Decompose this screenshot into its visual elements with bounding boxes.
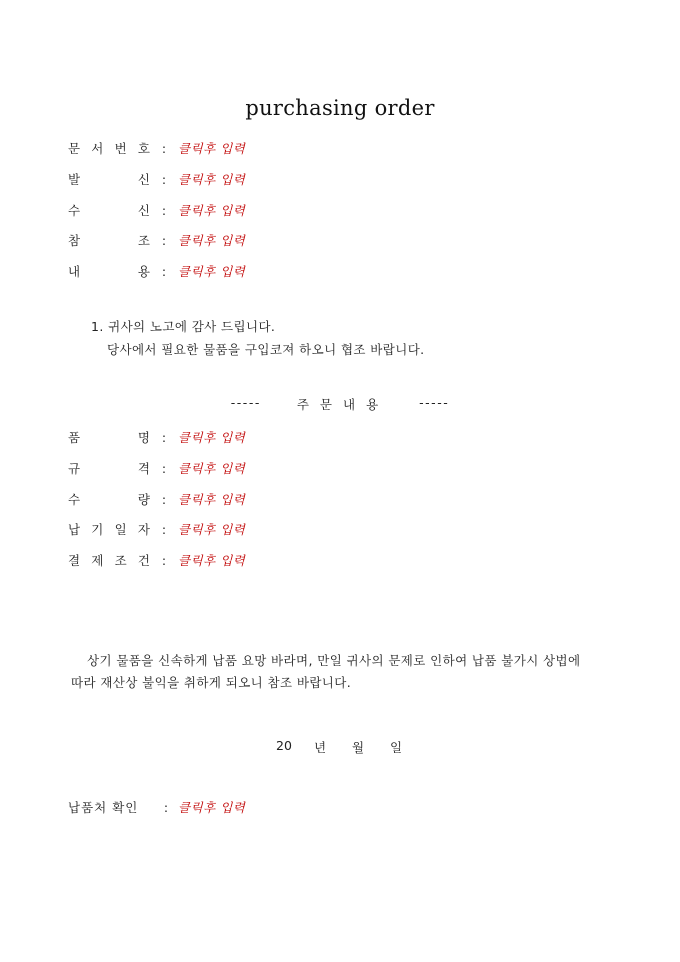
field-quantity [68, 489, 245, 509]
reference-input[interactable]: 클릭후 입력 [178, 233, 246, 248]
heading-text: 주문내용 [296, 397, 390, 412]
specification-input[interactable]: 클릭후 입력 [178, 461, 246, 476]
label-char: 발 [68, 172, 81, 187]
label-char: 조 [137, 233, 150, 248]
field-item-name [68, 427, 245, 447]
field-reference [68, 230, 245, 250]
label-char: 서 [91, 141, 104, 156]
label-char: 격 [137, 461, 150, 476]
label-char: 건 [137, 553, 150, 568]
label-char: 품 [68, 430, 81, 445]
quantity-input[interactable]: 클릭후 입력 [178, 492, 246, 507]
confirm-label: 납품처 확인 [68, 800, 139, 815]
field-recipient [68, 200, 245, 220]
label-char: 호 [137, 141, 150, 156]
field-colon: : [161, 521, 167, 537]
field-specification [68, 458, 245, 478]
field-sender [68, 169, 245, 189]
field-colon: : [161, 171, 167, 187]
field-colon: : [161, 429, 167, 445]
field-colon: : [161, 140, 167, 156]
field-label [68, 231, 150, 249]
field-payment-terms [68, 550, 245, 570]
field-document-number [68, 138, 245, 158]
recipient-input[interactable]: 클릭후 입력 [178, 203, 246, 218]
field-colon: : [161, 232, 167, 248]
label-char: 자 [137, 522, 150, 537]
field-colon: : [161, 491, 167, 507]
label-char: 일 [114, 522, 127, 537]
field-label [68, 201, 150, 219]
date-year-unit: 년 [314, 740, 327, 755]
field-label [68, 490, 150, 508]
intro-line-2: 당사에서 필요한 물품을 구입코져 하오니 협조 바랍니다. [107, 342, 425, 357]
label-char: 수 [68, 203, 81, 218]
field-colon: : [161, 202, 167, 218]
order-section-heading [0, 395, 680, 413]
closing-line-1: 상기 물품을 신속하게 납품 요망 바라며, 만일 귀사의 문제로 인하여 납품 불가시 상법에 [87, 653, 581, 668]
field-label [68, 520, 150, 538]
item-name-input[interactable]: 클릭후 입력 [178, 430, 246, 445]
field-label [68, 139, 150, 157]
field-label [68, 551, 150, 569]
label-char: 조 [114, 553, 127, 568]
heading-dashes-right: ----- [419, 395, 450, 410]
field-content [68, 261, 245, 281]
field-colon: : [161, 263, 167, 279]
delivery-date-input[interactable]: 클릭후 입력 [178, 522, 246, 537]
document-title: purchasing order [245, 96, 435, 120]
field-colon: : [161, 460, 167, 476]
field-colon: : [161, 552, 167, 568]
label-char: 명 [137, 430, 150, 445]
date-year-prefix[interactable]: 20 [276, 738, 292, 753]
sender-input[interactable]: 클릭후 입력 [178, 172, 246, 187]
confirm-input[interactable]: 클릭후 입력 [178, 800, 246, 815]
date-month-unit: 월 [352, 740, 365, 755]
field-label [68, 459, 150, 477]
label-char: 납 [68, 522, 81, 537]
label-char: 규 [68, 461, 81, 476]
label-char: 용 [137, 264, 150, 279]
content-input[interactable]: 클릭후 입력 [178, 264, 246, 279]
closing-line-2: 따라 재산상 불익을 취하게 되오니 참조 바랍니다. [71, 675, 352, 690]
label-char: 제 [91, 553, 104, 568]
label-char: 번 [114, 141, 127, 156]
document-number-input[interactable]: 클릭후 입력 [178, 141, 246, 156]
field-colon: : [163, 799, 169, 815]
field-label [68, 428, 150, 446]
label-char: 결 [68, 553, 81, 568]
label-char: 참 [68, 233, 81, 248]
label-char: 내 [68, 264, 81, 279]
label-char: 문 [68, 141, 81, 156]
field-label [68, 170, 150, 188]
label-char: 수 [68, 492, 81, 507]
payment-terms-input[interactable]: 클릭후 입력 [178, 553, 246, 568]
field-label [68, 262, 150, 280]
field-delivery-date [68, 519, 245, 539]
label-char: 신 [137, 172, 150, 187]
label-char: 량 [137, 492, 150, 507]
field-delivery-confirm [68, 797, 245, 817]
label-char: 신 [137, 203, 150, 218]
date-day-unit: 일 [390, 740, 403, 755]
heading-dashes-left: ----- [230, 395, 261, 410]
label-char: 기 [91, 522, 104, 537]
intro-line-1: 1. 귀사의 노고에 감사 드립니다. [91, 319, 276, 334]
